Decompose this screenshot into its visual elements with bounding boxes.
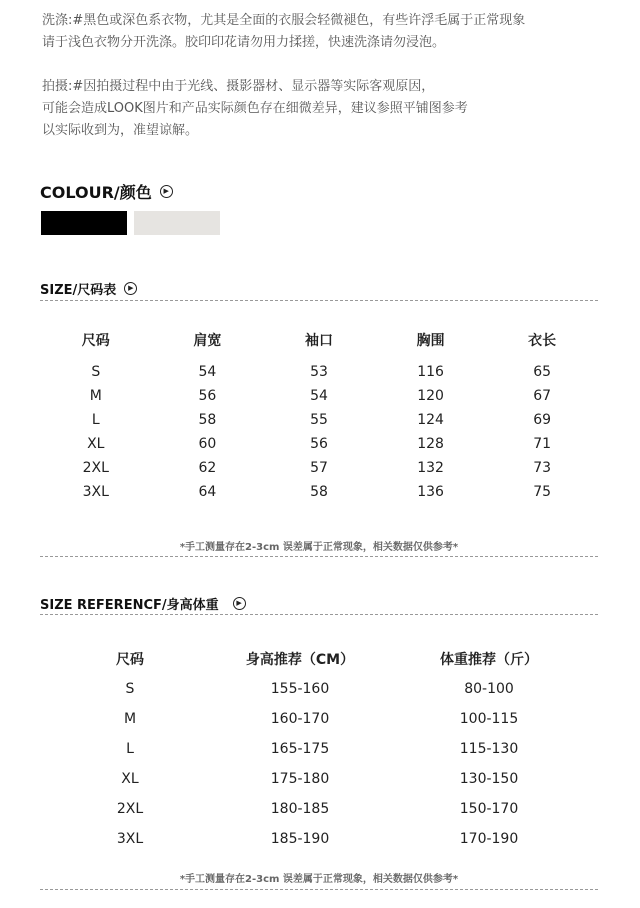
wash-note xyxy=(42,10,525,54)
table-cell: 75 xyxy=(533,484,552,500)
table-cell: 170-190 xyxy=(459,831,519,847)
reference-table xyxy=(40,644,598,854)
table-cell: L xyxy=(126,741,134,757)
table-header-cell: 体重推荐（斤） xyxy=(440,652,538,668)
table-cell: 100-115 xyxy=(459,711,519,727)
table-cell: 65 xyxy=(533,364,552,380)
table-cell: 73 xyxy=(533,460,552,476)
wash-note-line: 请于浅色衣物分开洗涤。胶印印花请勿用力揉搓，快速洗涤请勿浸泡。 xyxy=(42,35,446,50)
table-cell: 60 xyxy=(198,436,217,452)
table-cell: 130-150 xyxy=(459,771,519,787)
table-row xyxy=(40,432,598,456)
table-cell: 136 xyxy=(417,484,444,500)
table-cell: 128 xyxy=(417,436,444,452)
reference-section-title xyxy=(40,594,246,613)
table-cell: 155-160 xyxy=(270,681,330,697)
photo-note xyxy=(42,76,468,142)
table-cell: 115-130 xyxy=(459,741,519,757)
table-header-row xyxy=(40,644,598,674)
table-row xyxy=(40,456,598,480)
photo-note-line: 可能会造成LOOK图片和产品实际颜色存在细微差异，建议参照平铺图参考 xyxy=(42,101,468,116)
table-row xyxy=(40,794,598,824)
table-row xyxy=(40,360,598,384)
table-cell: XL xyxy=(87,436,105,452)
table-cell: 132 xyxy=(417,460,444,476)
table-cell: S xyxy=(91,364,101,380)
divider xyxy=(40,614,598,615)
table-cell: 2XL xyxy=(116,801,144,817)
table-cell: M xyxy=(123,711,137,727)
table-cell: 58 xyxy=(198,412,217,428)
table-cell: 58 xyxy=(310,484,328,500)
table-header-cell: 袖口 xyxy=(304,333,333,349)
table-cell: 120 xyxy=(417,388,444,404)
table-row xyxy=(40,480,598,504)
table-cell: 54 xyxy=(310,388,328,404)
size-section-title xyxy=(40,279,137,298)
table-header-cell: 衣长 xyxy=(528,333,557,349)
size-table xyxy=(40,326,598,504)
divider xyxy=(40,556,598,557)
photo-note-line: 以实际收到为，准望谅解。 xyxy=(42,123,199,138)
table-cell: 165-175 xyxy=(270,741,330,757)
colour-section-title xyxy=(40,180,173,203)
table-row xyxy=(40,734,598,764)
table-header-cell: 身高推荐（CM） xyxy=(245,652,355,668)
table-cell: 62 xyxy=(198,460,217,476)
table-header-row xyxy=(40,326,598,354)
table-row xyxy=(40,674,598,704)
table-header-cell: 尺码 xyxy=(116,652,144,668)
table-cell: 3XL xyxy=(82,484,109,500)
table-cell: 160-170 xyxy=(270,711,330,727)
colour-title-text: COLOUR/颜色 xyxy=(40,183,152,202)
photo-note-line: 拍摄:#因拍摄过程中由于光线、摄影器材、显示器等实际客观原因， xyxy=(42,79,435,94)
table-cell: 71 xyxy=(533,436,552,452)
table-row xyxy=(40,824,598,854)
wash-note-line: 洗涤:#黑色或深色系衣物，尤其是全面的衣服会轻微褪色，有些许浮毛属于正常现象 xyxy=(42,13,526,28)
table-cell: S xyxy=(125,681,135,697)
table-row xyxy=(40,704,598,734)
table-cell: 56 xyxy=(310,436,328,452)
divider xyxy=(40,300,598,301)
table-cell: M xyxy=(89,388,102,404)
table-cell: 116 xyxy=(417,364,444,380)
table-header-cell: 尺码 xyxy=(81,333,110,349)
table-cell: 56 xyxy=(198,388,217,404)
table-cell: 80-100 xyxy=(464,681,514,697)
reference-title-text: SIZE REFERENCF/身高体重 xyxy=(40,598,219,613)
table-header-cell: 胸围 xyxy=(416,333,445,349)
divider xyxy=(40,889,598,890)
colour-swatch-white[interactable] xyxy=(134,211,220,235)
table-cell: 175-180 xyxy=(270,771,330,787)
table-cell: 180-185 xyxy=(270,801,330,817)
table-cell: 69 xyxy=(533,412,552,428)
table-cell: 55 xyxy=(310,412,328,428)
circle-arrow-icon: ▶ xyxy=(160,185,173,198)
table-cell: 64 xyxy=(198,484,217,500)
table-cell: 2XL xyxy=(82,460,109,476)
size-footnote: *手工测量存在2-3cm 误差属于正常现象，相关数据仅供参考* xyxy=(179,542,459,553)
circle-arrow-icon: ▶ xyxy=(233,597,246,610)
table-row xyxy=(40,764,598,794)
table-header-cell: 肩宽 xyxy=(193,333,222,349)
circle-arrow-icon: ▶ xyxy=(124,282,137,295)
table-cell: 53 xyxy=(310,364,328,380)
table-row xyxy=(40,408,598,432)
table-cell: 3XL xyxy=(116,831,144,847)
table-cell: 54 xyxy=(198,364,217,380)
reference-footnote: *手工测量存在2-3cm 误差属于正常现象，相关数据仅供参考* xyxy=(179,874,459,885)
table-cell: 57 xyxy=(310,460,328,476)
table-cell: 124 xyxy=(417,412,444,428)
size-title-text: SIZE/尺码表 xyxy=(40,283,117,298)
table-cell: 150-170 xyxy=(459,801,519,817)
table-cell: XL xyxy=(121,771,139,787)
table-row xyxy=(40,384,598,408)
table-cell: L xyxy=(91,412,100,428)
table-cell: 185-190 xyxy=(270,831,330,847)
table-cell: 67 xyxy=(533,388,552,404)
colour-swatch-black[interactable] xyxy=(41,211,127,235)
